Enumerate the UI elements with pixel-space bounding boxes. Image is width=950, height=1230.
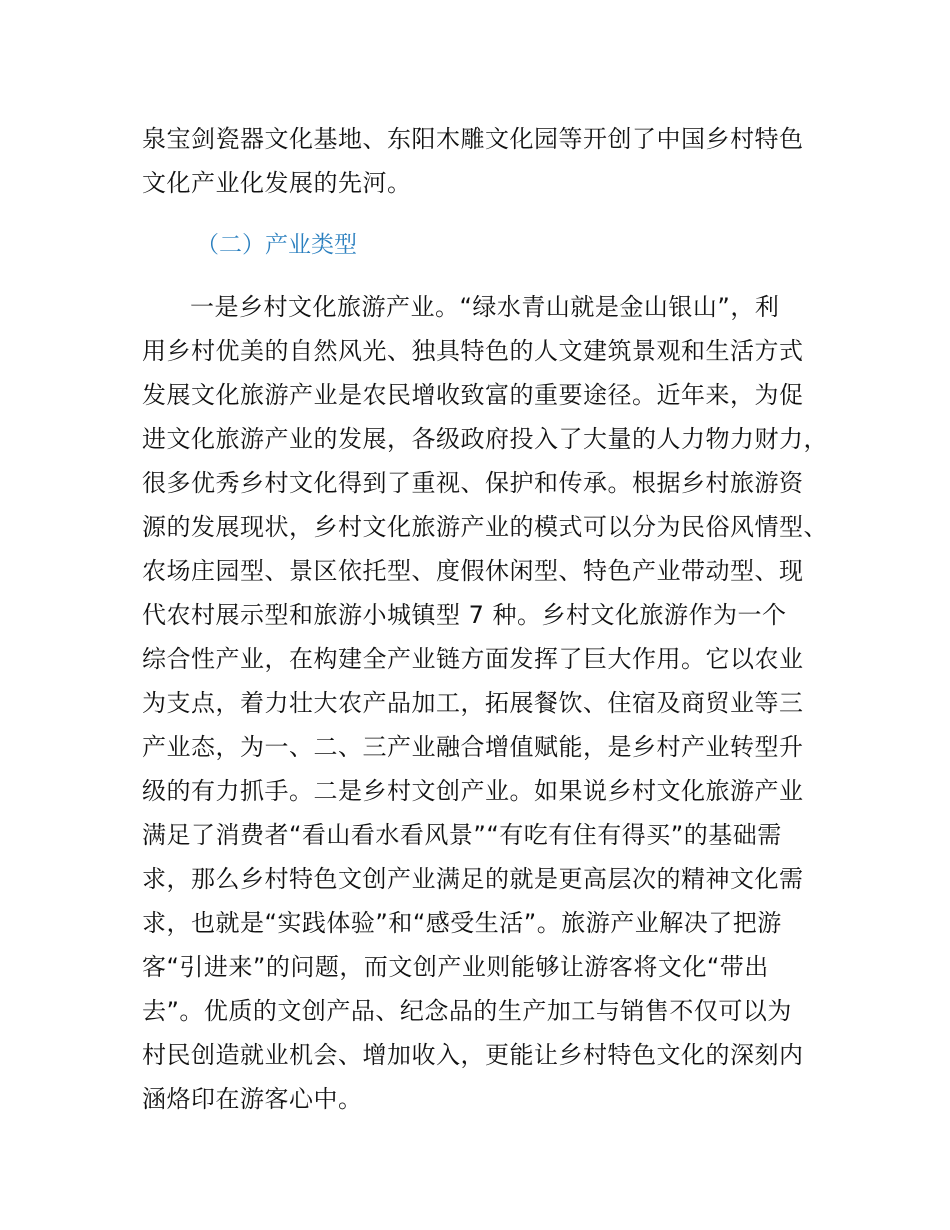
paragraph-line: 为支点，着力壮大农产品加工，拓展餐饮、住宿及商贸业等三 (142, 689, 804, 717)
paragraph-line: 求，也就是“实践体验”和“感受生活”。旅游产业解决了把游 (142, 909, 782, 937)
paragraph-line: 发展文化旅游产业是农民增收致富的重要途径。近年来，为促 (142, 381, 804, 409)
section-heading: （二）产业类型 (196, 232, 357, 258)
paragraph-line: 代农村展示型和旅游小城镇型 7 种。乡村文化旅游作为一个 (142, 601, 787, 629)
paragraph-line: 用乡村优美的自然风光、独具特色的人文建筑景观和生活方式 (142, 337, 804, 365)
paragraph-line: 去”。优质的文创产品、纪念品的生产加工与销售不仅可以为 (142, 997, 792, 1025)
paragraph-line: 进文化旅游产业的发展，各级政府投入了大量的人力物力财力， (142, 425, 828, 453)
paragraph-line: 涵烙印在游客心中。 (142, 1085, 363, 1113)
paragraph-line: 产业态，为一、二、三产业融合增值赋能，是乡村产业转型升 (142, 733, 804, 761)
paragraph-line: 级的有力抓手。二是乡村文创产业。如果说乡村文化旅游产业 (142, 777, 804, 805)
paragraph-line: 求，那么乡村特色文创产业满足的就是更高层次的精神文化需 (142, 865, 804, 893)
paragraph-line: 满足了消费者“看山看水看风景”“有吃有住有得买”的基础需 (142, 821, 782, 849)
paragraph-line: 综合性产业，在构建全产业链方面发挥了巨大作用。它以农业 (142, 645, 804, 673)
intro-line: 文化产业化发展的先河。 (142, 169, 412, 197)
intro-line: 泉宝剑瓷器文化基地、东阳木雕文化园等开创了中国乡村特色 (142, 125, 804, 153)
paragraph-line: 一是乡村文化旅游产业。“绿水青山就是金山银山”，利 (190, 293, 780, 321)
paragraph-line: 很多优秀乡村文化得到了重视、保护和传承。根据乡村旅游资 (142, 469, 804, 497)
paragraph-line: 源的发展现状，乡村文化旅游产业的模式可以分为民俗风情型、 (142, 513, 828, 541)
paragraph-line: 农场庄园型、景区依托型、度假休闲型、特色产业带动型、现 (142, 557, 804, 585)
paragraph-line: 客“引进来”的问题，而文创产业则能够让游客将文化“带出 (142, 953, 769, 981)
paragraph-line: 村民创造就业机会、增加收入，更能让乡村特色文化的深刻内 (142, 1041, 804, 1069)
